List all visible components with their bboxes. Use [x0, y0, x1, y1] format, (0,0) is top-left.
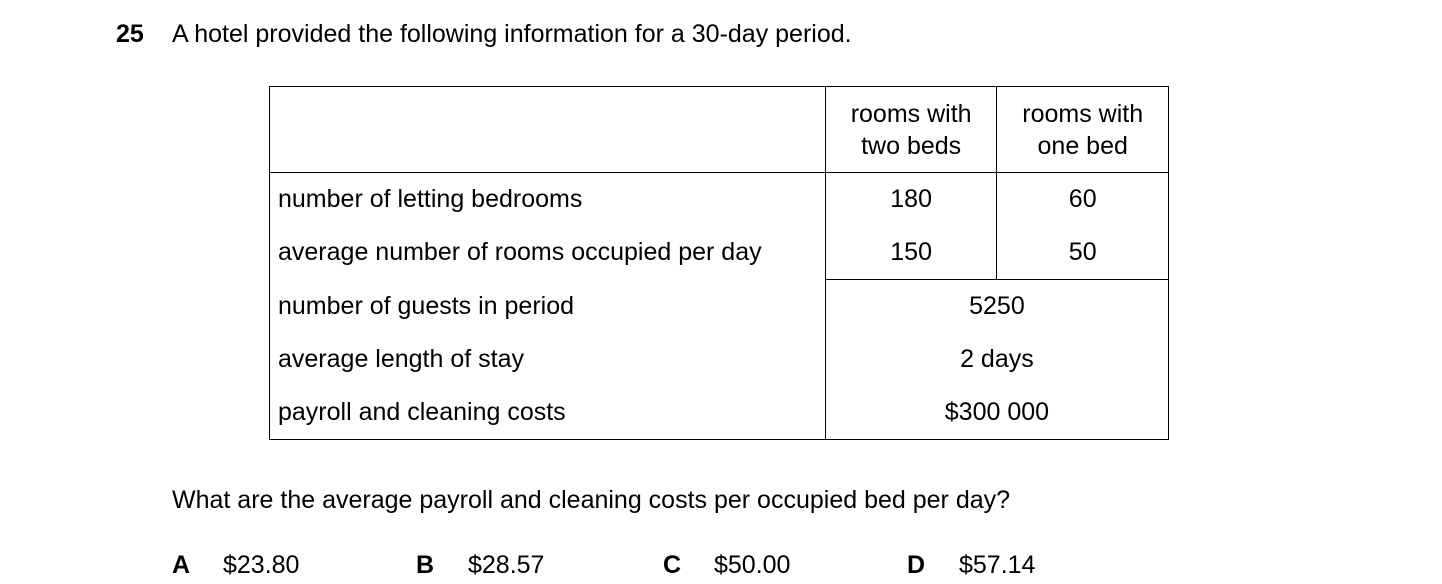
- option-letter: D: [907, 551, 926, 579]
- option-letter: A: [172, 551, 191, 579]
- row-label: payroll and cleaning costs: [270, 386, 826, 440]
- row-label: average number of rooms occupied per day: [270, 226, 826, 280]
- table-row: [270, 386, 1169, 440]
- cell-one-bed: 60: [997, 173, 1169, 227]
- table-row: [270, 280, 1169, 334]
- row-label: number of guests in period: [270, 280, 826, 334]
- question-stem: A hotel provided the following information for a 30-day period.: [172, 20, 852, 48]
- row-label: average length of stay: [270, 333, 826, 386]
- header-two-beds-line2: two beds: [861, 131, 962, 160]
- cell-one-bed: 50: [997, 226, 1169, 280]
- header-one-bed: [997, 87, 1169, 173]
- option-letter: C: [663, 551, 682, 579]
- hotel-data-table: [269, 86, 1169, 440]
- header-empty-cell: [270, 87, 826, 173]
- cell-combined: 2 days: [825, 333, 1168, 386]
- table-row: [270, 333, 1169, 386]
- option-value: $50.00: [714, 551, 791, 579]
- question-number: 25: [116, 20, 144, 48]
- question-prompt: What are the average payroll and cleaning costs per occupied bed per day?: [172, 486, 1011, 514]
- option-value: $57.14: [959, 551, 1036, 579]
- header-two-beds-line1: rooms with: [850, 99, 972, 128]
- header-two-beds: [825, 87, 997, 173]
- row-label: number of letting bedrooms: [270, 173, 826, 227]
- option-value: $23.80: [223, 551, 300, 579]
- cell-two-beds: 180: [825, 173, 997, 227]
- header-one-bed-line1: rooms with: [1022, 99, 1144, 128]
- option-value: $28.57: [468, 551, 545, 579]
- table-row: [270, 226, 1169, 280]
- cell-combined: 5250: [825, 280, 1168, 334]
- header-one-bed-line2: one bed: [1037, 131, 1128, 160]
- table-header-row: [270, 87, 1169, 173]
- option-letter: B: [416, 551, 435, 579]
- table-row: [270, 173, 1169, 227]
- cell-combined: $300 000: [825, 386, 1168, 440]
- cell-two-beds: 150: [825, 226, 997, 280]
